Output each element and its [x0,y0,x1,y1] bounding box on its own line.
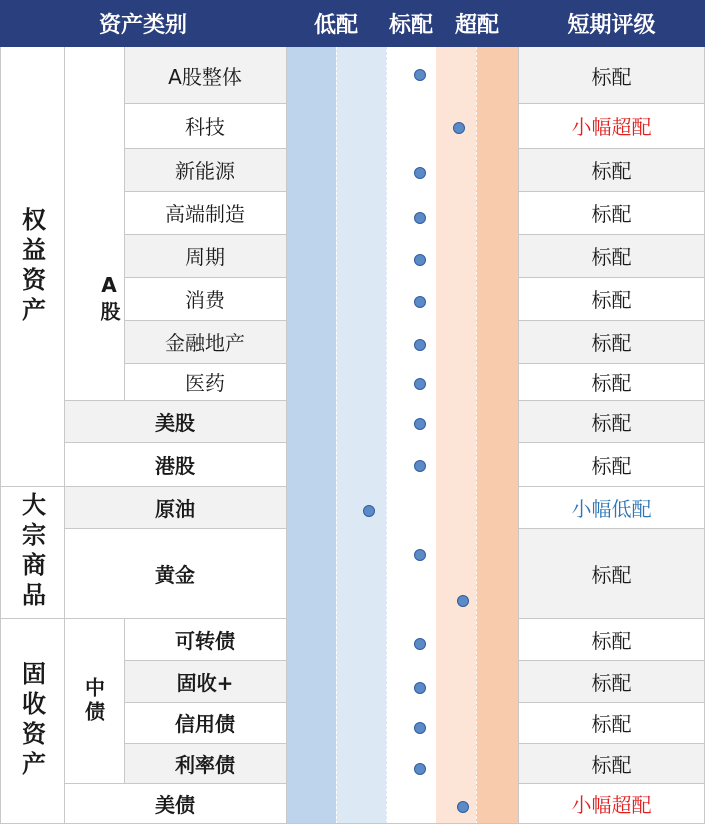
row-name: 信用债 [175,712,235,736]
row-rating: 标配 [591,752,632,777]
row-rating: 标配 [591,712,632,736]
position-dot [414,682,426,694]
grid-line [124,702,286,703]
row-name: 美股 [155,410,195,435]
row-rating: 标配 [591,670,632,695]
row-rating: 小幅超配 [571,115,652,139]
grid-line [286,47,287,824]
row-name: 新能源 [175,159,235,183]
position-dot [414,549,426,561]
row-rating: 标配 [591,410,632,435]
grid-line [518,400,705,401]
band-separator [476,47,477,824]
grid-line [0,47,1,824]
position-dot [414,722,426,734]
grid-line [124,618,125,783]
grid-line [518,363,705,364]
position-dot [453,122,465,134]
grid-line [124,743,286,744]
grid-line [124,363,286,364]
group-mid-bonds: 中债 [81,676,106,725]
grid-line [518,660,705,661]
grid-line [124,47,125,400]
row-name: 科技 [185,115,225,139]
position-dot [414,212,426,224]
grid-line [64,528,286,529]
row-rating: 标配 [591,628,632,653]
over-band-dark [476,47,518,824]
grid-line [124,234,286,235]
group-a-share: A股 [97,272,121,325]
header-category: 资产类别 [98,13,187,38]
position-dot [414,763,426,775]
row-rating: 小幅低配 [571,496,652,521]
row-name: 消费 [185,288,225,312]
position-dot [414,460,426,472]
row-rating: 标配 [591,64,632,89]
over-band-light [436,47,476,824]
grid-line [64,783,286,784]
grid-line [518,320,705,321]
low-band-light [336,47,386,824]
grid-line [0,486,286,487]
row-name: 高端制造 [165,202,245,226]
grid-line [518,277,705,278]
position-dot [414,296,426,308]
header-standard: 标配 [388,13,433,38]
grid-line [124,191,286,192]
grid-line [518,47,519,824]
position-dot [414,167,426,179]
row-rating: 小幅超配 [571,793,652,817]
position-dot [363,505,375,517]
row-name: A股整体 [168,64,242,89]
grid-line [518,486,705,487]
position-dot [457,801,469,813]
grid-line [124,277,286,278]
grid-line [518,234,705,235]
grid-line [518,528,705,529]
row-name: 可转债 [175,628,235,653]
grid-line [124,320,286,321]
grid-line [0,618,286,619]
group-equity: 权益资产 [17,206,46,327]
grid-line [124,660,286,661]
row-name: 原油 [155,496,195,521]
row-name: 金融地产 [165,331,245,355]
grid-line [518,103,705,104]
group-fixed-income: 固收资产 [17,661,46,781]
grid-line [64,442,286,443]
grid-line [64,47,65,824]
position-dot [414,418,426,430]
position-dot [457,595,469,607]
header-rating: 短期评级 [567,13,656,38]
grid-line [518,148,705,149]
grid-line [518,783,705,784]
grid-line [518,191,705,192]
position-dot [414,254,426,266]
low-band-dark [286,47,336,824]
grid-line [518,743,705,744]
grid-line [124,148,286,149]
band-separator [336,47,337,824]
row-rating: 标配 [591,245,632,269]
row-rating: 标配 [591,331,632,355]
position-dot [414,378,426,390]
band-separator [386,47,387,824]
grid-line [518,702,705,703]
position-dot [414,69,426,81]
row-name: 周期 [185,245,225,269]
row-name: 港股 [155,453,195,478]
row-rating: 标配 [591,202,632,226]
row-rating: 标配 [591,159,632,183]
grid-line [124,103,286,104]
row-name: 固收+ [176,670,234,695]
grid-line [518,442,705,443]
row-rating: 标配 [591,288,632,312]
position-dot [414,638,426,650]
row-rating: 标配 [591,562,632,587]
row-name: 黄金 [155,562,195,587]
row-name: 美债 [155,793,195,817]
position-dot [414,339,426,351]
grid-line [518,618,705,619]
row-rating: 标配 [591,371,632,395]
header-low: 低配 [313,13,358,38]
row-name: 利率债 [175,752,235,777]
group-commodities: 大宗商品 [17,492,46,612]
header-over: 超配 [454,13,499,38]
row-rating: 标配 [591,453,632,478]
row-name: 医药 [185,371,225,395]
grid-line [64,400,286,401]
